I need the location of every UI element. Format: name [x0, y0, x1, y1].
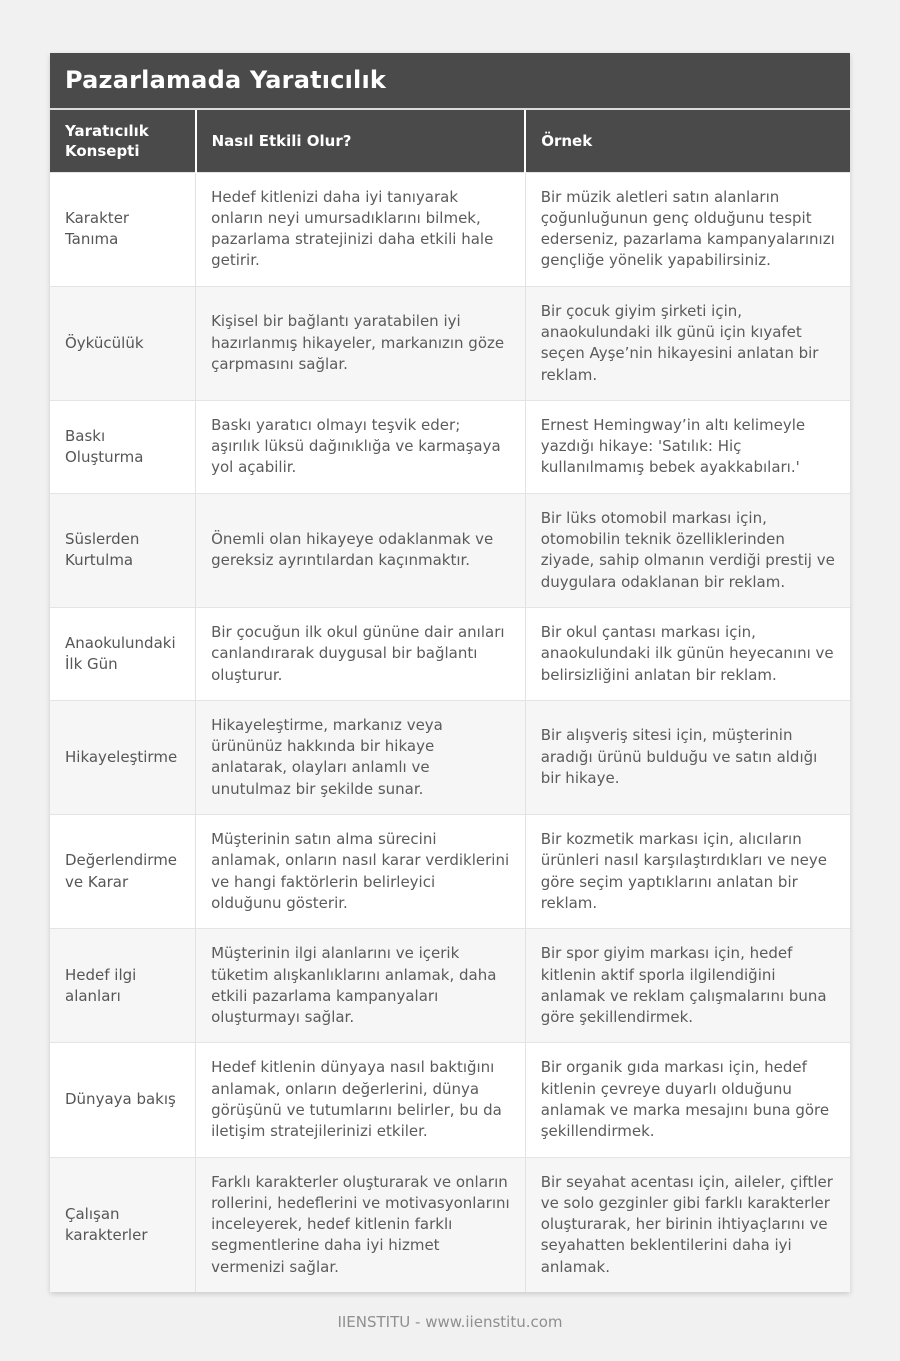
- example-cell: Bir organik gıda markası için, hedef kitlenin çevreye duyarlı olduğunu anlamak ve marka mesajını buna göre şekillendirmek.: [525, 1043, 850, 1157]
- concept-cell: Baskı Oluşturma: [50, 400, 196, 493]
- table-row: [50, 286, 850, 400]
- how-cell: Müşterinin satın alma sürecini anlamak, onların nasıl karar verdiklerini ve hangi faktörlerin belirleyici olduğunu gösterir.: [196, 815, 526, 929]
- table-header: [50, 110, 850, 172]
- example-cell: Bir spor giyim markası için, hedef kitlenin aktif sporla ilgilendiğini anlamak ve reklam çalışmalarını buna göre şekillendirmek.: [525, 929, 850, 1043]
- column-header-how: Nasıl Etkili Olur?: [196, 110, 526, 172]
- table-row: [50, 929, 850, 1043]
- column-header-example: Örnek: [525, 110, 850, 172]
- table-row: [50, 607, 850, 700]
- table-row: [50, 815, 850, 929]
- example-cell: Bir kozmetik markası için, alıcıların ürünleri nasıl karşılaştırdıkları ve neye göre seçim yaptıklarını anlatan bir reklam.: [525, 815, 850, 929]
- example-cell: Bir çocuk giyim şirketi için, anaokulundaki ilk günü için kıyafet seçen Ayşe’nin hikayesini anlatan bir reklam.: [525, 286, 850, 400]
- concept-cell: Dünyaya bakış: [50, 1043, 196, 1157]
- table-row: [50, 400, 850, 493]
- column-header-concept: Yaratıcılık Konsepti: [50, 110, 196, 172]
- how-cell: Hikayeleştirme, markanız veya ürününüz hakkında bir hikaye anlatarak, olayları anlamlı ve unutulmaz bir şekilde sunar.: [196, 700, 526, 814]
- concept-cell: Anaokulundaki İlk Gün: [50, 607, 196, 700]
- creativity-table: [50, 110, 850, 1292]
- concept-cell: Hedef ilgi alanları: [50, 929, 196, 1043]
- how-cell: Kişisel bir bağlantı yaratabilen iyi hazırlanmış hikayeler, markanızın göze çarpmasını sağlar.: [196, 286, 526, 400]
- concept-cell: Değerlendirme ve Karar: [50, 815, 196, 929]
- table-row: [50, 1157, 850, 1292]
- content-card: [50, 53, 850, 1292]
- how-cell: Önemli olan hikayeye odaklanmak ve gereksiz ayrıntılardan kaçınmaktır.: [196, 493, 526, 607]
- how-cell: Baskı yaratıcı olmayı teşvik eder; aşırılık lüksü dağınıklığa ve karmaşaya yol açabilir.: [196, 400, 526, 493]
- table-row: [50, 493, 850, 607]
- example-cell: Bir lüks otomobil markası için, otomobilin teknik özelliklerinden ziyade, sahip olmanın verdiği prestij ve duygulara odaklanan bir reklam.: [525, 493, 850, 607]
- page-title: Pazarlamada Yaratıcılık: [50, 53, 850, 110]
- concept-cell: Çalışan karakterler: [50, 1157, 196, 1292]
- how-cell: Müşterinin ilgi alanlarını ve içerik tüketim alışkanlıklarını anlamak, daha etkili pazarlama kampanyaları oluşturmayı sağlar.: [196, 929, 526, 1043]
- table-row: [50, 1043, 850, 1157]
- concept-cell: Karakter Tanıma: [50, 172, 196, 286]
- concept-cell: Süslerden Kurtulma: [50, 493, 196, 607]
- example-cell: Bir okul çantası markası için, anaokulundaki ilk günün heyecanını ve belirsizliğini anlatan bir reklam.: [525, 607, 850, 700]
- example-cell: Bir müzik aletleri satın alanların çoğunluğunun genç olduğunu tespit ederseniz, pazarlama kampanyalarınızı gençliğe yönelik yapabilirsiniz.: [525, 172, 850, 286]
- how-cell: Bir çocuğun ilk okul gününe dair anıları canlandırarak duygusal bir bağlantı oluşturur.: [196, 607, 526, 700]
- example-cell: Bir seyahat acentası için, aileler, çiftler ve solo gezginler gibi farklı karakterler oluşturarak, her birinin ihtiyaçlarını ve seyahatten beklentilerini daha iyi anlamak.: [525, 1157, 850, 1292]
- example-cell: Bir alışveriş sitesi için, müşterinin aradığı ürünü bulduğu ve satın aldığı bir hikaye.: [525, 700, 850, 814]
- example-cell: Ernest Hemingway’in altı kelimeyle yazdığı hikaye: 'Satılık: Hiç kullanılmamış bebek ayakkabıları.': [525, 400, 850, 493]
- concept-cell: Hikayeleştirme: [50, 700, 196, 814]
- table-body: [50, 172, 850, 1292]
- header-row: [50, 110, 850, 172]
- concept-cell: Öykücülük: [50, 286, 196, 400]
- how-cell: Hedef kitlenizi daha iyi tanıyarak onların neyi umursadıklarını bilmek, pazarlama stratejinizi daha etkili hale getirir.: [196, 172, 526, 286]
- footer-credit: IIENSTITU - www.iienstitu.com: [337, 1313, 563, 1332]
- table-row: [50, 172, 850, 286]
- how-cell: Farklı karakterler oluşturarak ve onların rollerini, hedeflerini ve motivasyonlarını inceleyerek, hedef kitlenin farklı segmentlerine daha iyi hizmet vermenizi sağlar.: [196, 1157, 526, 1292]
- how-cell: Hedef kitlenin dünyaya nasıl baktığını anlamak, onların değerlerini, dünya görüşünü ve tutumlarını belirler, bu da iletişim stratejilerinizi etkiler.: [196, 1043, 526, 1157]
- table-row: [50, 700, 850, 814]
